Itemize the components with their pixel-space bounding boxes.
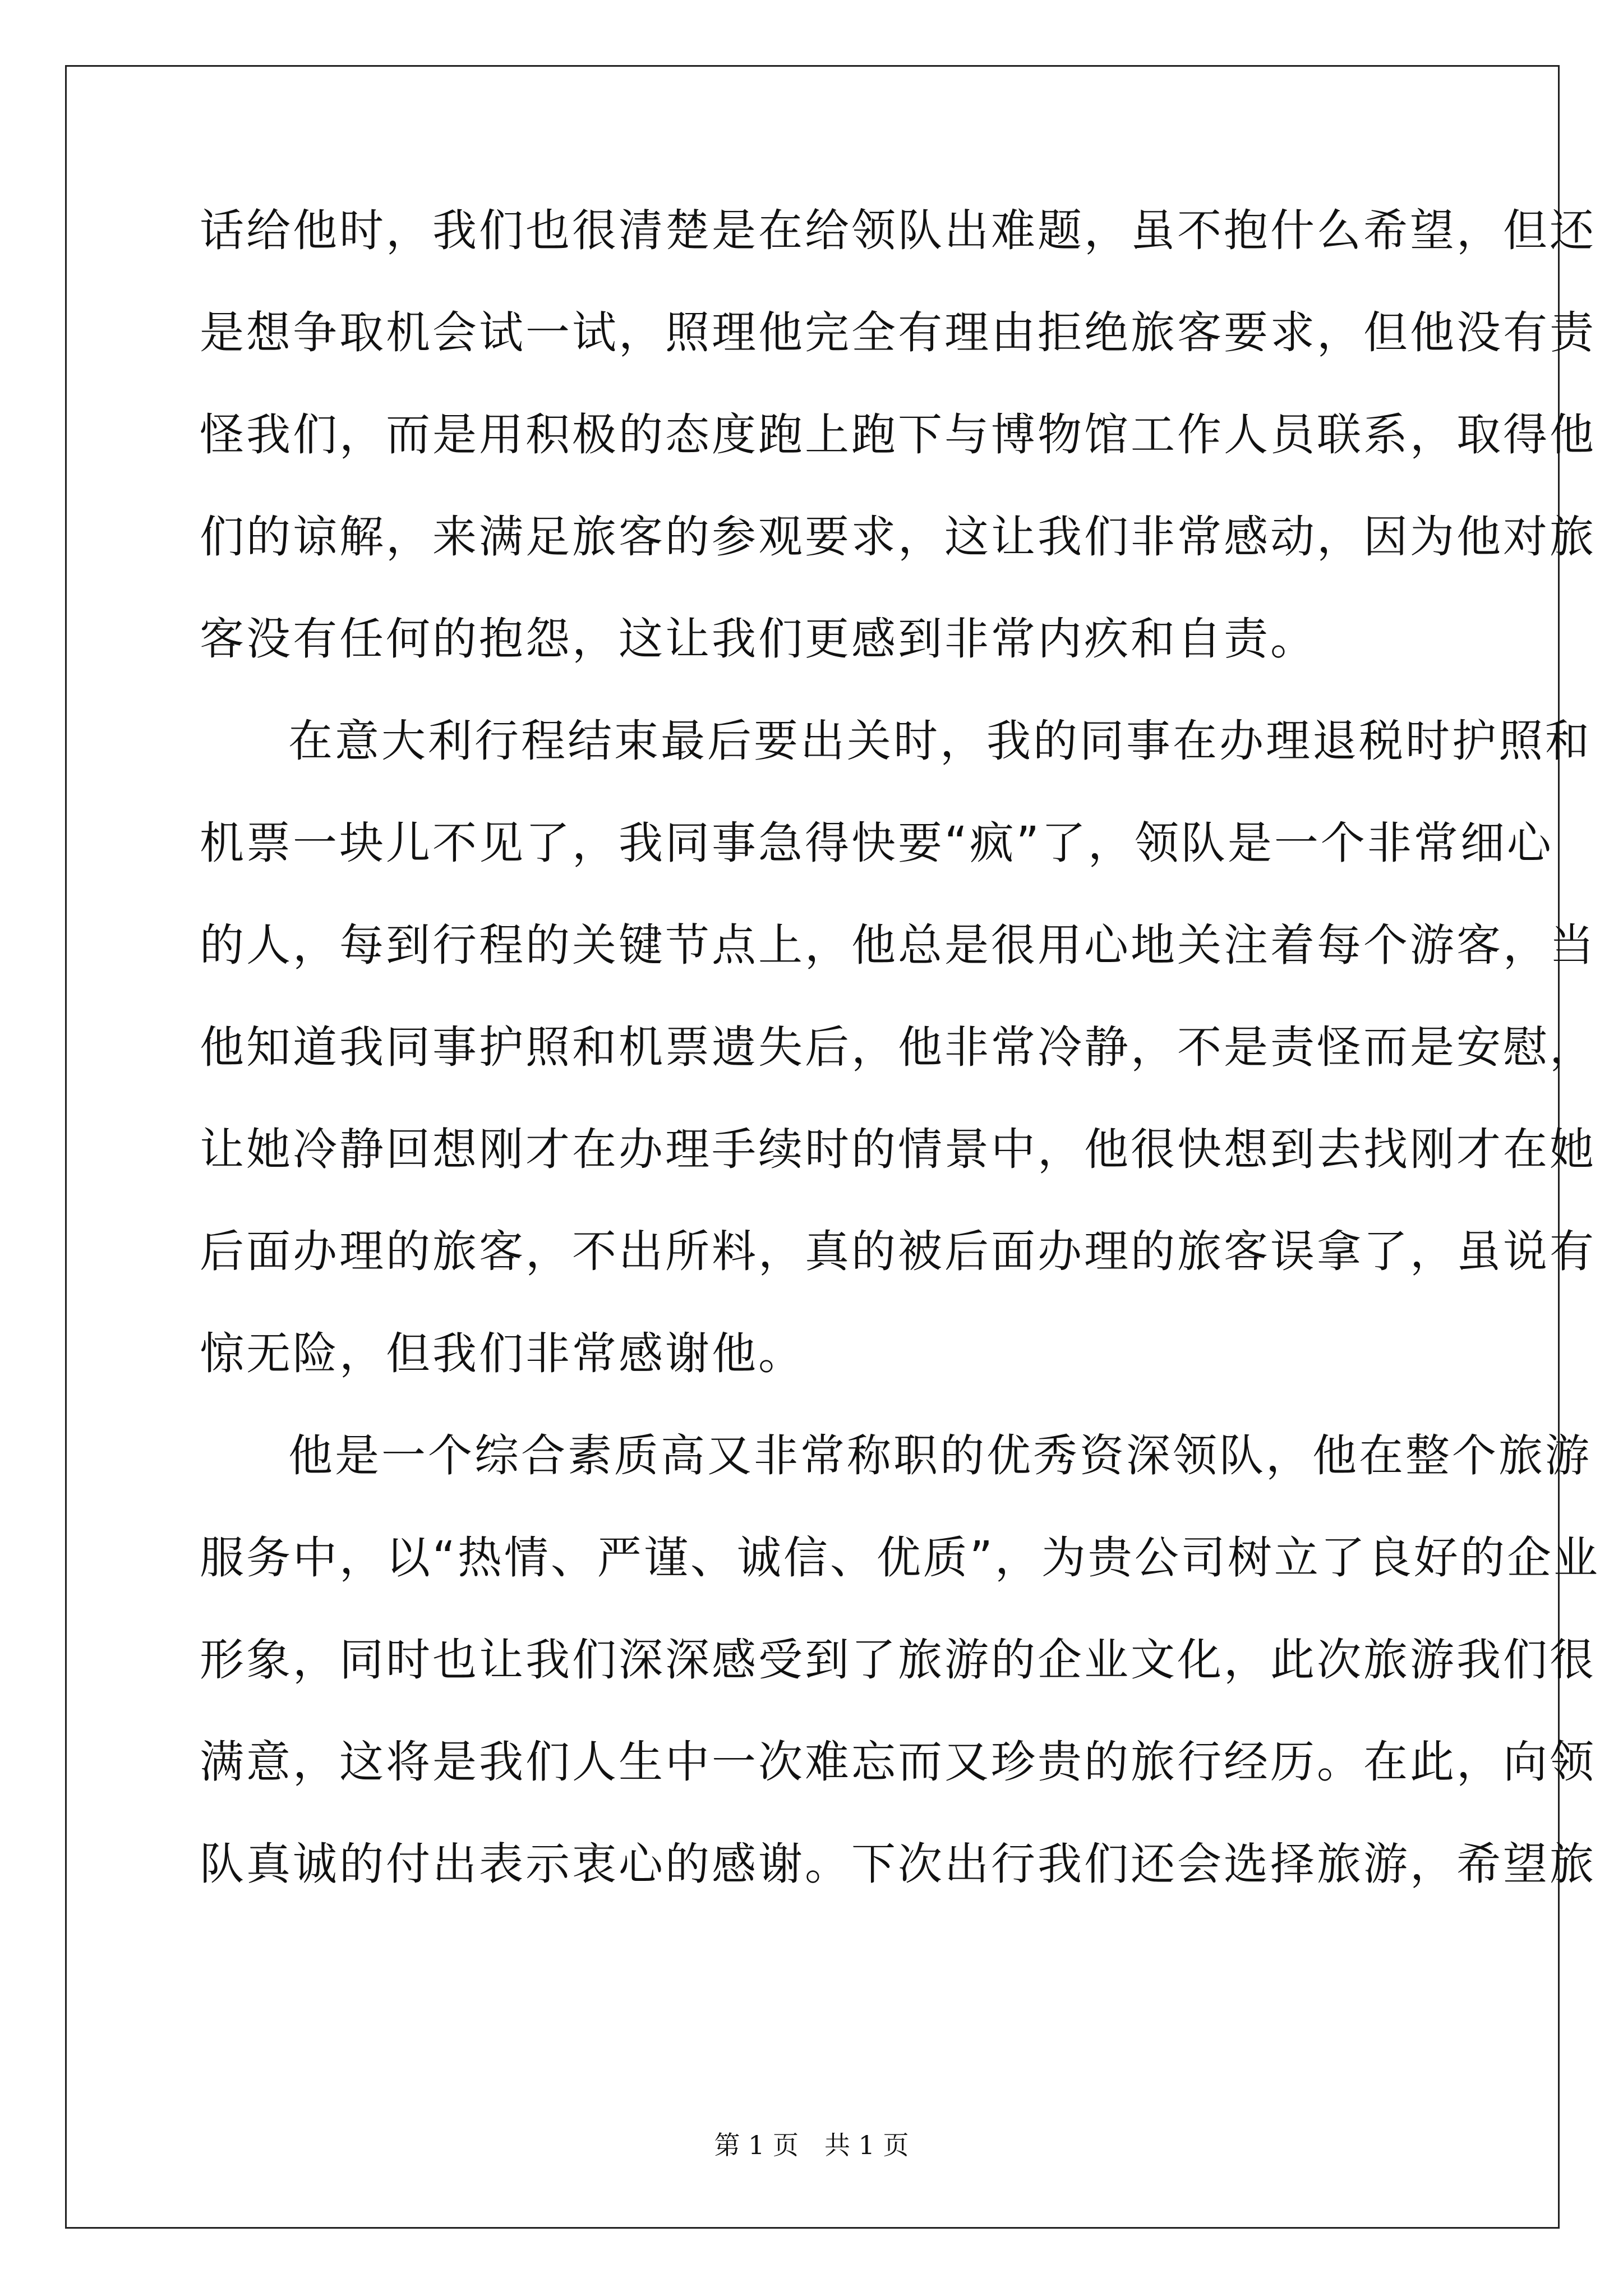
text-line: 在意大利行程结束最后要出关时，我的同事在办理退税时护照和 (288, 715, 1592, 767)
text-line: 话给他时，我们也很清楚是在给领队出难题，虽不抱什么希望，但还 (200, 205, 1596, 256)
text-line: 客没有任何的抱怨，这让我们更感到非常内疚和自责。 (200, 613, 1317, 665)
text-line: 后面办理的旅客，不出所料，真的被后面办理的旅客误拿了，虽说有 (200, 1226, 1596, 1277)
text-line: 他是一个综合素质高又非常称职的优秀资深领队，他在整个旅游 (288, 1430, 1592, 1481)
text-line: 形象，同时也让我们深深感受到了旅游的企业文化，此次旅游我们很 (200, 1634, 1596, 1686)
text-line: 的人，每到行程的关键节点上，他总是很用心地关注着每个游客，当 (200, 919, 1596, 971)
text-line: 们的谅解，来满足旅客的参观要求，这让我们非常感动，因为他对旅 (200, 511, 1596, 563)
text-line: 他知道我同事护照和机票遗失后，他非常冷静，不是责怪而是安慰， (200, 1022, 1596, 1073)
page-footer: 第 1 页 共 1 页 (714, 2130, 909, 2160)
text-line: 机票一块儿不见了，我同事急得快要“疯”了，领队是一个非常细心 (200, 817, 1553, 869)
text-line: 满意，这将是我们人生中一次难忘而又珍贵的旅行经历。在此，向领 (200, 1736, 1596, 1788)
text-line: 怪我们，而是用积极的态度跑上跑下与博物馆工作人员联系，取得他 (200, 409, 1596, 461)
text-line: 队真诚的付出表示衷心的感谢。下次出行我们还会选择旅游，希望旅 (200, 1838, 1596, 1890)
text-line: 服务中，以“热情、严谨、诚信、优质”，为贵公司树立了良好的企业 (200, 1532, 1600, 1584)
document-body (200, 180, 1600, 1915)
text-line: 是想争取机会试一试，照理他完全有理由拒绝旅客要求，但他没有责 (200, 307, 1596, 358)
text-line: 让她冷静回想刚才在办理手续时的情景中，他很快想到去找刚才在她 (200, 1124, 1596, 1175)
text-line: 惊无险，但我们非常感谢他。 (200, 1328, 805, 1379)
